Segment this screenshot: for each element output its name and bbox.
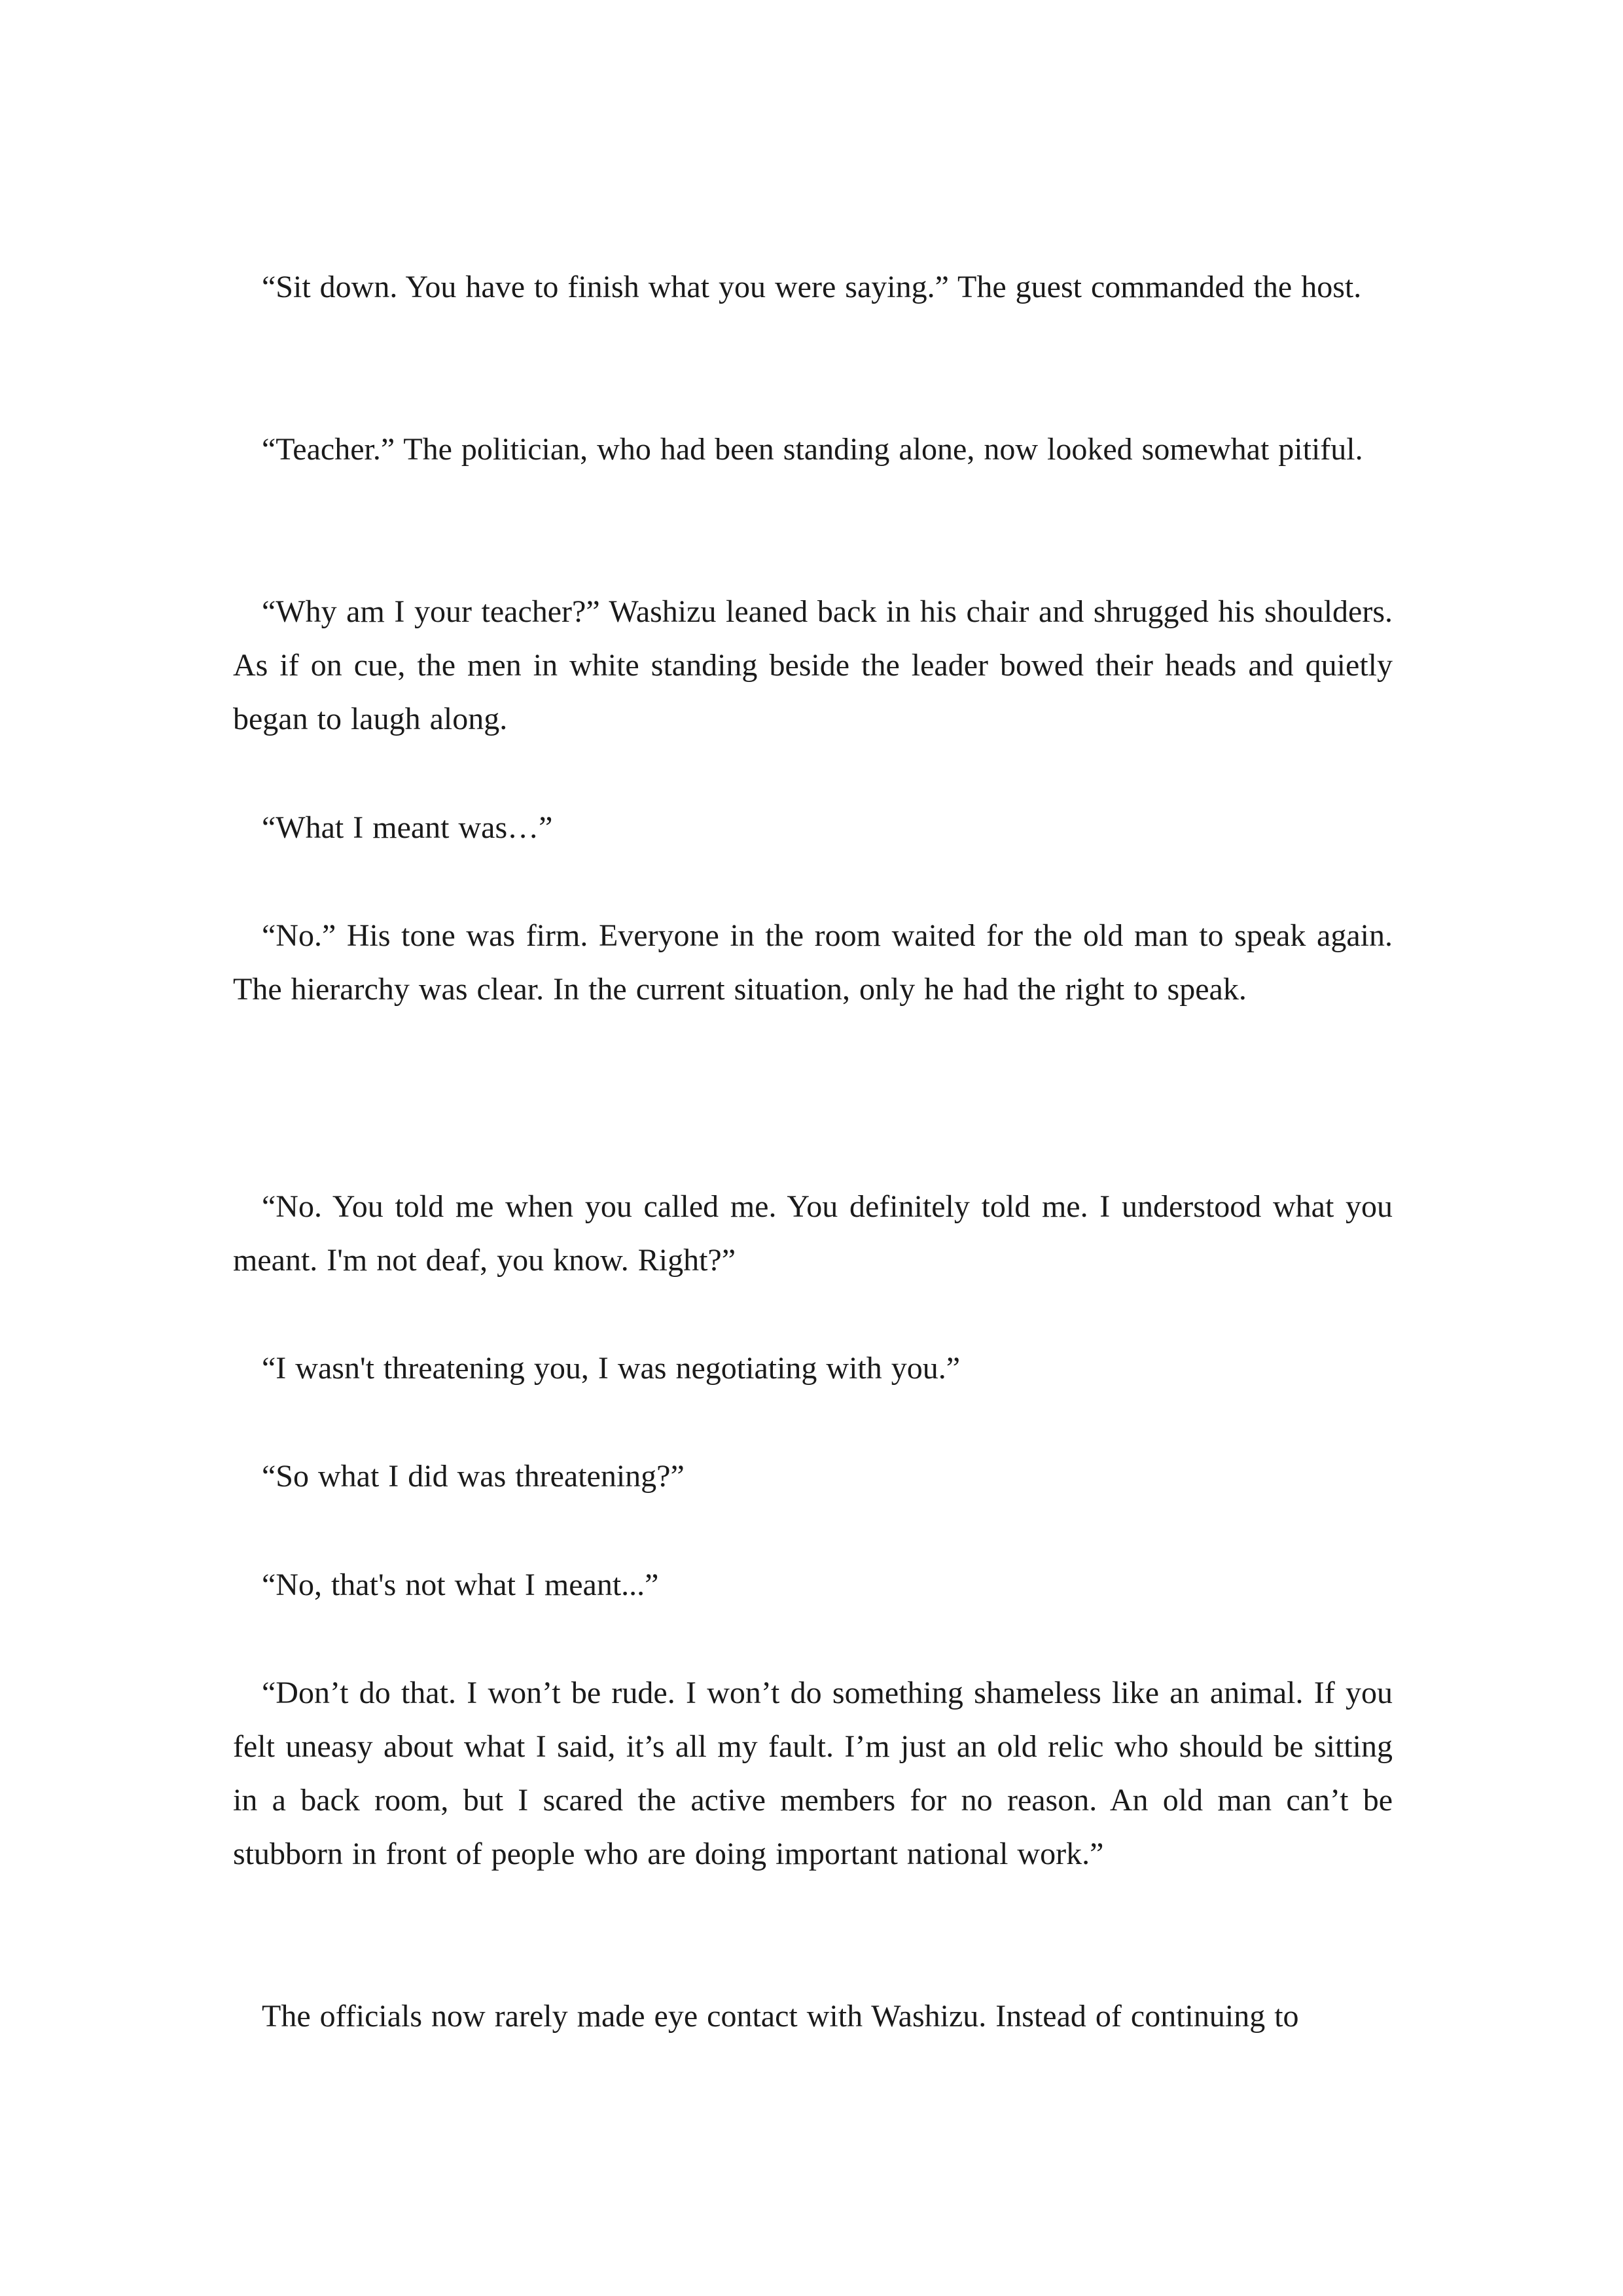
paragraph-not-deaf: “No. You told me when you called me. You definitely told me. I understood what you meant. I'm not deaf, you know. Right?” [233, 1189, 1393, 1278]
paragraph-officials: The officials now rarely made eye contact with Washizu. Instead of continuing to [262, 1999, 1299, 2034]
paragraph-teacher: “Teacher.” The politician, who had been standing alone, now looked somewhat pitiful. [262, 432, 1363, 467]
paragraph-guest-command: “Sit down. You have to finish what you were saying.” The guest commanded the host. [262, 270, 1362, 304]
paragraph-what-i-meant: “What I meant was…” [262, 810, 553, 845]
paragraph-negotiating: “I wasn't threatening you, I was negotiating with you.” [262, 1351, 961, 1386]
paragraph-tone-firm: “No.” His tone was firm. Everyone in the room waited for the old man to speak again. The hierarchy was clear. In the current situation, only he had the right to speak. [233, 918, 1393, 1007]
paragraph-not-what-i-meant: “No, that's not what I meant...” [262, 1568, 659, 1602]
paragraph-old-relic: “Don’t do that. I won’t be rude. I won’t do something shameless like an animal. If you felt uneasy about what I said, it’s all my fault. I’m just an old relic who should be sitting in a back room, but I scared the active members for no reason. An old man can’t be stubborn in front of people who are doing important national work.” [233, 1676, 1393, 1871]
document-page [233, 0, 1393, 2296]
paragraph-threatening-question: “So what I did was threatening?” [262, 1459, 685, 1494]
paragraph-washizu-shrug: “Why am I your teacher?” Washizu leaned back in his chair and shrugged his shoulders. As if on cue, the men in white standing beside the leader bowed their heads and quietly began to laugh along. [233, 594, 1393, 736]
